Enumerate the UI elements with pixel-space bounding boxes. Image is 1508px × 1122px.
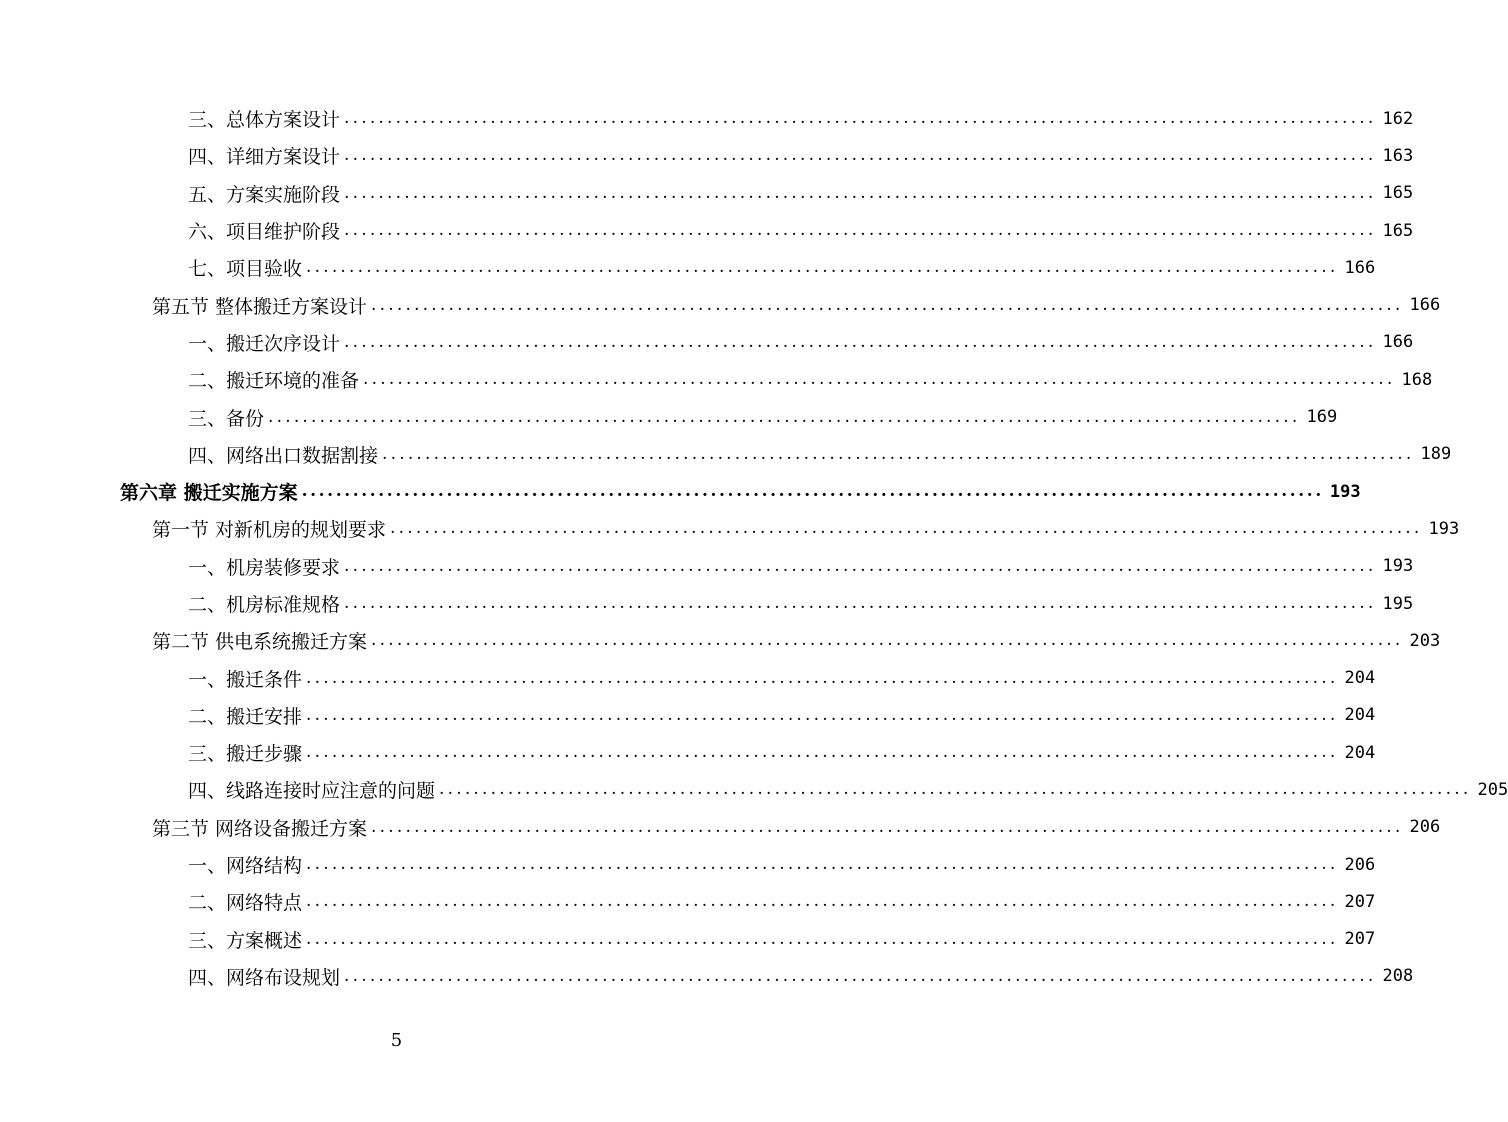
toc-entry-label: 六、项目维护阶段	[188, 217, 344, 244]
toc-entry-label: 二、网络特点	[188, 888, 306, 915]
toc-leader-dots: ........................................................................................................................	[306, 928, 1339, 949]
toc-entry-label: 二、搬迁安排	[188, 702, 306, 729]
toc-entry-page: 204	[1344, 742, 1376, 763]
toc-entry-page: 163	[1382, 145, 1414, 166]
toc-subsection-entry[interactable]	[0, 846, 1376, 883]
toc-entry-page: 169	[1306, 407, 1338, 428]
toc-entry-page: 195	[1382, 593, 1414, 614]
toc-entry-page: 165	[1382, 183, 1414, 204]
toc-section-entry[interactable]	[0, 622, 1441, 659]
toc-entry-label: 一、搬迁条件	[188, 665, 306, 692]
toc-entry-page: 189	[1420, 444, 1452, 465]
toc-subsection-entry[interactable]	[0, 212, 1414, 249]
toc-entry-page: 162	[1382, 108, 1414, 129]
table-of-contents	[0, 100, 1508, 995]
toc-subsection-entry[interactable]	[0, 697, 1376, 734]
toc-entry-label: 一、网络结构	[188, 851, 306, 878]
toc-entry-page: 166	[1409, 295, 1441, 316]
toc-entry-page: 205	[1477, 779, 1508, 800]
toc-subsection-entry[interactable]	[0, 734, 1376, 771]
toc-leader-dots: ........................................................................................................................	[306, 704, 1339, 725]
toc-entry-page: 193	[1428, 518, 1460, 539]
toc-entry-label: 第二节 供电系统搬迁方案	[152, 627, 371, 654]
toc-entry-label: 三、搬迁步骤	[188, 739, 306, 766]
toc-entry-label: 三、方案概述	[188, 926, 306, 953]
toc-subsection-entry[interactable]	[0, 324, 1414, 361]
toc-entry-page: 207	[1344, 891, 1376, 912]
toc-subsection-entry[interactable]	[0, 137, 1414, 174]
toc-leader-dots: ........................................................................................................................	[344, 965, 1377, 986]
toc-entry-page: 204	[1344, 668, 1376, 689]
toc-subsection-entry[interactable]	[0, 883, 1376, 920]
toc-subsection-entry[interactable]	[0, 921, 1376, 958]
toc-entry-label: 第六章 搬迁实施方案	[120, 478, 302, 505]
toc-leader-dots: ........................................................................................................................	[363, 369, 1396, 390]
toc-leader-dots: ........................................................................................................................	[344, 555, 1377, 576]
toc-leader-dots: ........................................................................................................................	[344, 182, 1377, 203]
toc-subsection-entry[interactable]	[0, 659, 1376, 696]
toc-entry-page: 168	[1401, 369, 1433, 390]
toc-leader-dots: ........................................................................................................................	[344, 220, 1377, 241]
toc-entry-page: 166	[1382, 332, 1414, 353]
toc-entry-page: 204	[1344, 705, 1376, 726]
toc-leader-dots: ........................................................................................................................	[306, 667, 1339, 688]
toc-entry-label: 四、线路连接时应注意的问题	[188, 776, 439, 803]
toc-leader-dots: ........................................................................................................................	[306, 891, 1339, 912]
toc-leader-dots: ........................................................................................................................	[344, 331, 1377, 352]
toc-subsection-entry[interactable]	[0, 361, 1433, 398]
toc-leader-dots: ........................................................................................................................	[344, 145, 1377, 166]
toc-entry-page: 193	[1329, 481, 1361, 502]
toc-entry-page: 206	[1344, 854, 1376, 875]
toc-entry-page: 203	[1409, 630, 1441, 651]
toc-leader-dots: ........................................................................................................................	[344, 108, 1377, 129]
toc-entry-page: 165	[1382, 220, 1414, 241]
toc-leader-dots: ........................................................................................................................	[371, 816, 1404, 837]
toc-entry-label: 四、详细方案设计	[188, 142, 344, 169]
toc-section-entry[interactable]	[0, 510, 1460, 547]
toc-entry-label: 一、机房装修要求	[188, 553, 344, 580]
toc-entry-label: 四、网络出口数据割接	[188, 441, 382, 468]
toc-entry-label: 第一节 对新机房的规划要求	[152, 515, 390, 542]
toc-entry-page: 206	[1409, 817, 1441, 838]
toc-subsection-entry[interactable]	[0, 436, 1452, 473]
toc-entry-page: 208	[1382, 966, 1414, 987]
toc-entry-label: 二、搬迁环境的准备	[188, 366, 363, 393]
toc-leader-dots: ........................................................................................................................	[371, 294, 1404, 315]
toc-entry-page: 207	[1344, 929, 1376, 950]
toc-leader-dots: ........................................................................................................................	[306, 257, 1339, 278]
toc-entry-label: 七、项目验收	[188, 254, 306, 281]
toc-entry-label: 四、网络布设规划	[188, 963, 344, 990]
toc-subsection-entry[interactable]	[0, 100, 1414, 137]
toc-subsection-entry[interactable]	[0, 958, 1414, 995]
toc-chapter-entry[interactable]	[0, 473, 1361, 510]
toc-entry-label: 三、总体方案设计	[188, 105, 344, 132]
toc-entry-label: 三、备份	[188, 404, 268, 431]
toc-subsection-entry[interactable]	[0, 398, 1338, 435]
toc-leader-dots: ........................................................................................................................	[344, 593, 1377, 613]
toc-entry-label: 二、机房标准规格	[188, 590, 344, 617]
toc-entry-label: 一、搬迁次序设计	[188, 329, 344, 356]
toc-leader-dots: ........................................................................................................................	[439, 779, 1472, 800]
toc-section-entry[interactable]	[0, 809, 1441, 846]
toc-subsection-entry[interactable]	[0, 548, 1414, 585]
toc-leader-dots: ........................................................................................................................	[268, 406, 1301, 427]
toc-leader-dots: ........................................................................................................................	[371, 630, 1404, 651]
toc-subsection-entry[interactable]	[0, 249, 1376, 286]
toc-subsection-entry[interactable]	[0, 771, 1508, 808]
toc-entry-label: 第五节 整体搬迁方案设计	[152, 292, 371, 319]
toc-entry-page: 193	[1382, 556, 1414, 577]
toc-leader-dots: ........................................................................................................................	[390, 518, 1423, 539]
toc-leader-dots: ........................................................................................................................	[301, 481, 1324, 502]
toc-entry-label: 第三节 网络设备搬迁方案	[152, 814, 371, 841]
toc-section-entry[interactable]	[0, 286, 1441, 323]
toc-subsection-entry[interactable]	[0, 175, 1414, 212]
toc-leader-dots: ........................................................................................................................	[306, 742, 1339, 763]
page-number: 5	[390, 1030, 403, 1051]
toc-entry-page: 166	[1344, 257, 1376, 278]
toc-leader-dots: ........................................................................................................................	[306, 854, 1339, 875]
toc-entry-label: 五、方案实施阶段	[188, 180, 344, 207]
toc-leader-dots: ........................................................................................................................	[382, 443, 1415, 464]
toc-subsection-entry[interactable]	[0, 585, 1414, 622]
